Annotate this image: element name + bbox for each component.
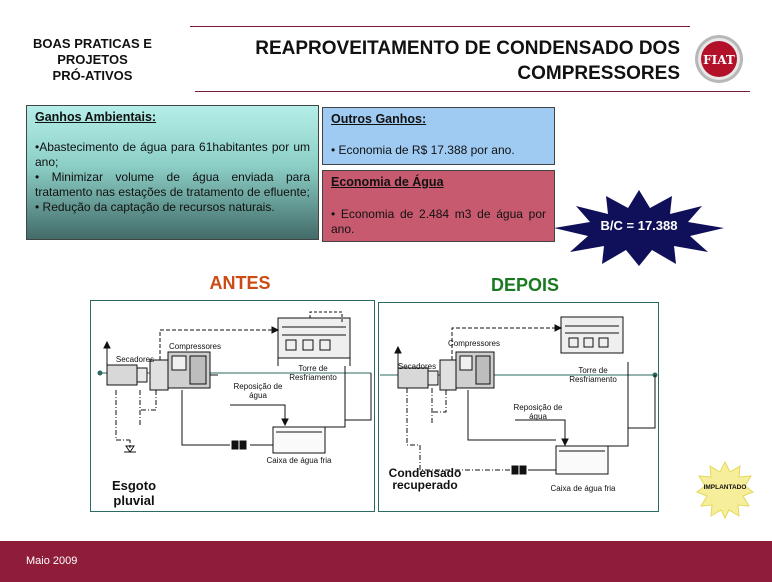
depois-caixa-label: Caixa de água fria [550,484,616,493]
ganhos-ambientais-heading: Ganhos Ambientais: [35,110,157,124]
economia-agua-heading: Economia de Água [331,175,444,189]
title-line-1: REAPROVEITAMENTO DE CONDENSADO DOS [255,38,680,59]
depois-heading: DEPOIS [490,275,560,295]
depois-condensado-label: Condensado recuperado [388,466,462,492]
outros-ganhos-item: • Economia de R$ 17.388 por ano. [331,143,515,157]
fiat-logo-text: FIAT [703,53,735,67]
economia-agua-item: • Economia de 2.484 m3 de água por ano. [331,207,546,236]
antes-heading: ANTES [209,273,271,293]
antes-compressores-label: Compressores [168,342,221,351]
title-line-2: COMPRESSORES [517,63,680,84]
brand-line-1: BOAS PRATICAS E [33,36,152,51]
antes-secadores-label: Secadores [115,355,155,364]
antes-reposicao-label: Reposição de água [233,382,283,400]
depois-compressores-label: Compressores [447,339,500,348]
implantado-label: IMPLANTADO [703,484,747,491]
footer-bar [0,541,772,582]
depois-secadores-label: Secadores [397,362,437,371]
depois-reposicao-label: Reposição de água [513,403,563,421]
brand-line-3: PRÓ-ATIVOS [52,68,133,83]
ganhos-ambientais-item: • Redução da captação de recursos naturais. [35,200,275,214]
ganhos-ambientais-item: • Minimizar volume de água enviada para tratamento nas estações de tratamento de efluente; [35,170,310,199]
ganhos-ambientais-item: •Abastecimento de água para 61habitantes por um ano; [35,140,310,169]
outros-ganhos-heading: Outros Ganhos: [331,112,427,126]
brand-line-2: PROJETOS [57,52,128,67]
antes-caixa-label: Caixa de água fria [266,456,332,465]
bc-ratio-label: B/C = 17.388 [600,218,678,233]
antes-torre-label: Torre de Resfriamento [289,364,337,382]
antes-esgoto-label: Esgoto pluvial [111,478,157,508]
footer-date: Maio 2009 [26,555,78,567]
depois-torre-label: Torre de Resfriamento [569,366,617,384]
